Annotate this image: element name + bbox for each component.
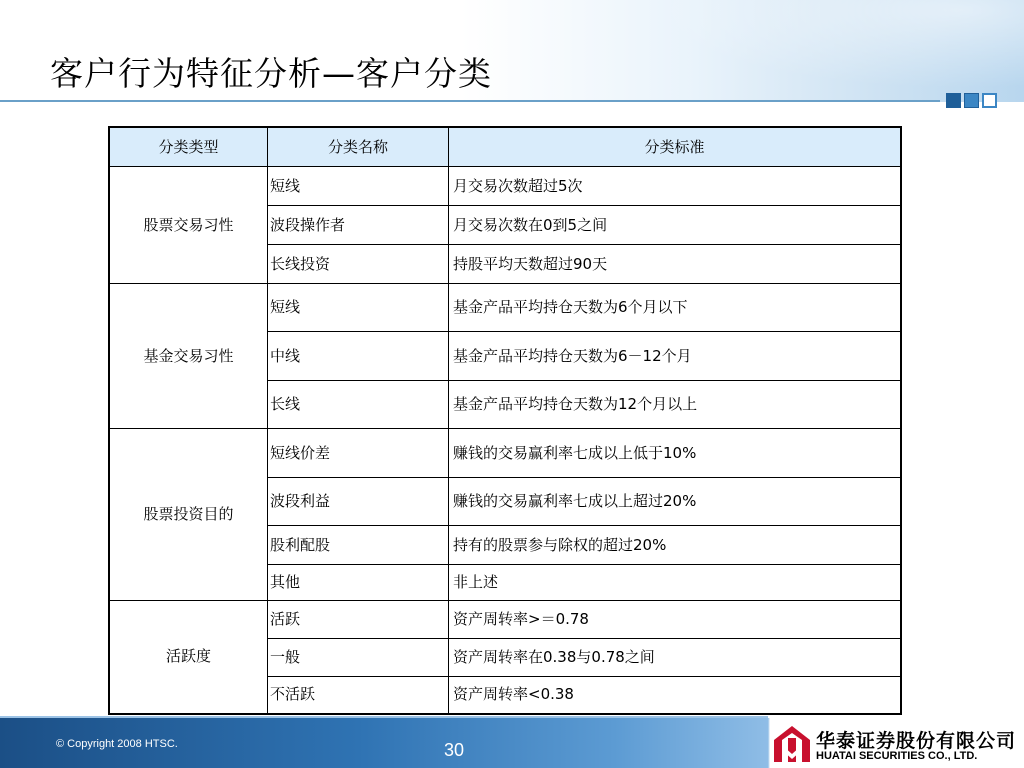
standard-cell: 非上述 — [449, 565, 902, 601]
name-cell: 短线价差 — [268, 429, 449, 478]
logo-english-name: HUATAI SECURITIES CO., LTD. — [816, 750, 978, 762]
name-cell: 活跃 — [268, 601, 449, 639]
category-cell: 股票投资目的 — [109, 429, 268, 601]
name-cell: 短线 — [268, 284, 449, 332]
standard-cell: 赚钱的交易赢利率七成以上低于10% — [449, 429, 902, 478]
decorative-squares-icon — [946, 93, 997, 108]
logo-chinese-name: 华泰证券股份有限公司 — [816, 730, 1017, 752]
header-name: 分类名称 — [268, 127, 449, 167]
page-number: 30 — [444, 740, 465, 760]
category-cell: 活跃度 — [109, 601, 268, 714]
table-row — [109, 429, 901, 478]
name-cell: 长线投资 — [268, 245, 449, 284]
name-cell: 短线 — [268, 167, 449, 206]
name-cell: 长线 — [268, 381, 449, 429]
category-cell: 股票交易习性 — [109, 167, 268, 284]
title-divider — [0, 100, 940, 102]
name-cell: 中线 — [268, 332, 449, 381]
header-category: 分类类型 — [109, 127, 268, 167]
standard-cell: 基金产品平均持仓天数为6个月以下 — [449, 284, 902, 332]
standard-cell: 资产周转率>＝0.78 — [449, 601, 902, 639]
table-header-row — [109, 127, 901, 167]
name-cell: 不活跃 — [268, 677, 449, 714]
square-1 — [946, 93, 961, 108]
table-row — [109, 167, 901, 206]
standard-cell: 赚钱的交易赢利率七成以上超过20% — [449, 478, 902, 526]
standard-cell: 月交易次数在0到5之间 — [449, 206, 902, 245]
copyright-text: © Copyright 2008 HTSC. — [56, 738, 178, 750]
huatai-logo-icon — [772, 724, 812, 764]
page-title: 客户行为特征分析—客户分类 — [50, 54, 492, 93]
classification-table — [108, 126, 902, 715]
square-3 — [982, 93, 997, 108]
header-glow — [604, 0, 1024, 102]
standard-cell: 月交易次数超过5次 — [449, 167, 902, 206]
standard-cell: 持有的股票参与除权的超过20% — [449, 526, 902, 565]
header-standard: 分类标准 — [449, 127, 902, 167]
standard-cell: 基金产品平均持仓天数为12个月以上 — [449, 381, 902, 429]
name-cell: 波段利益 — [268, 478, 449, 526]
category-cell: 基金交易习性 — [109, 284, 268, 429]
name-cell: 一般 — [268, 639, 449, 677]
name-cell: 股利配股 — [268, 526, 449, 565]
table-row — [109, 284, 901, 332]
standard-cell: 持股平均天数超过90天 — [449, 245, 902, 284]
name-cell: 波段操作者 — [268, 206, 449, 245]
company-logo — [772, 724, 1022, 766]
standard-cell: 基金产品平均持仓天数为6－12个月 — [449, 332, 902, 381]
square-2 — [964, 93, 979, 108]
table-row — [109, 601, 901, 639]
standard-cell: 资产周转率在0.38与0.78之间 — [449, 639, 902, 677]
standard-cell: 资产周转率<0.38 — [449, 677, 902, 714]
name-cell: 其他 — [268, 565, 449, 601]
